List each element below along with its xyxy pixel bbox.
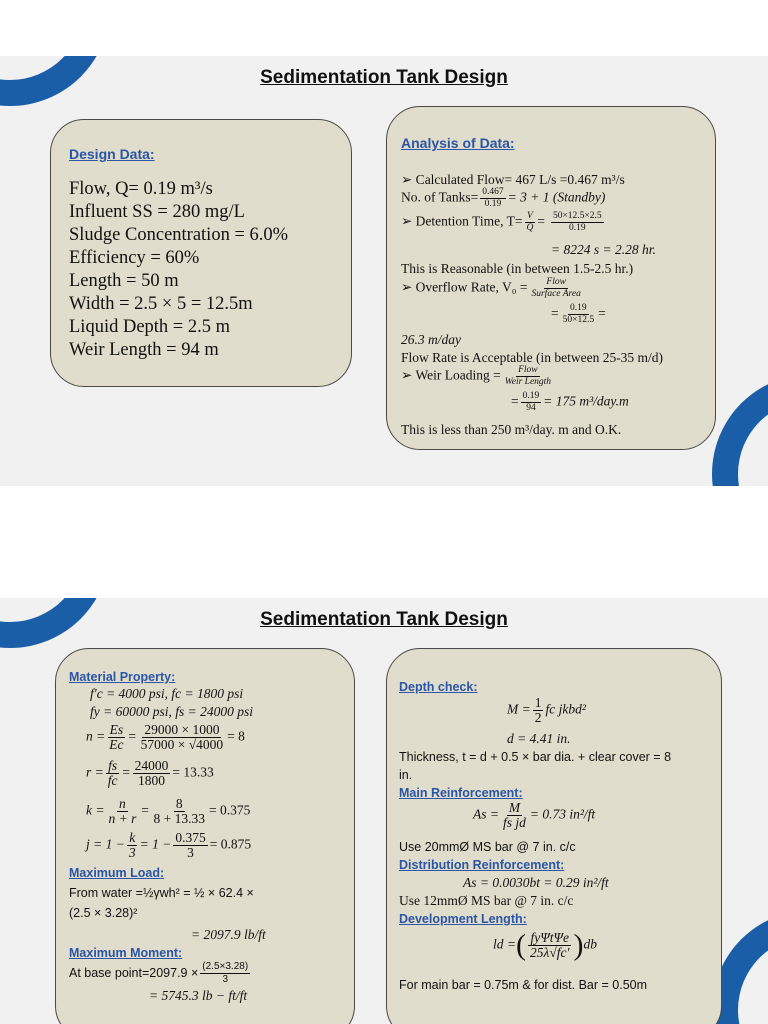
max-moment-result: = 5745.3 lb − ft/ft — [149, 988, 248, 1003]
material-line-1: f′c = 4000 psi, fc = 1800 psi — [90, 686, 244, 701]
development-equation: ld =( $\frac{\text{fyΨtΨe}}{25\lambda√fc'}$ )db — [493, 928, 597, 962]
distribution-as: As = 0.0030bt = 0.29 in²/ft — [463, 875, 609, 890]
distribution-bar-use: Use 12mmØ MS bar @ 7 in. c/c — [399, 893, 574, 908]
development-result: For main bar = 0.75m & for dist. Bar = 0.50m — [399, 978, 648, 992]
j-equation: j = 1 − $\frac{k}{3}$ = 1 − $\frac{0.375}{3}$ = 0.875 — [86, 830, 252, 860]
overflow-result: 26.3 m/day — [401, 332, 461, 347]
thickness-line-2: in. — [399, 768, 413, 782]
overflow-row: ➢ Overflow Rate, V₀ = $\frac{\text{Flow}}{\text{Surface Area}}$ — [401, 277, 581, 299]
n-equation: n = $\frac{Es}{Ec}$ = $\frac{29000 \times 1000}{57000 \times √4000}$ = 8 — [86, 722, 245, 752]
acceptable-note: Flow Rate is Acceptable (in between 25-35 m/d) — [401, 350, 664, 365]
tanks-row: No. of Tanks= $\frac{0.467}{0.19}$ = 3 + 1 (Standby) — [401, 187, 606, 209]
slide-1 — [0, 56, 768, 486]
max-load-heading: Maximum Load: — [69, 866, 165, 880]
main-reinforcement-heading: Main Reinforcement: — [399, 786, 523, 800]
max-moment-heading: Maximum Moment: — [69, 946, 183, 960]
design-data-item: Weir Length = 94 m — [69, 340, 219, 360]
reasonable-note: This is Reasonable (in between 1.5-2.5 hr.) — [401, 261, 634, 276]
calculated-flow: ➢ Calculated Flow= 467 L/s =0.467 m³/s — [401, 172, 625, 187]
k-equation: k = $\frac{n}{n + r}$ = $\frac{8}{8 + 13.33}$ = 0.375 — [86, 796, 251, 826]
development-length-heading: Development Length: — [399, 912, 527, 926]
distribution-heading: Distribution Reinforcement: — [399, 858, 565, 872]
slide-2 — [0, 598, 768, 1024]
decorative-arc-right — [712, 374, 768, 486]
detention-row: ➢ Detention Time, T= $\frac{V}{Q}$ = $\frac{50\times 12.5\times 2.5}{0.19}$ — [401, 211, 602, 233]
max-moment-line-1: At base point=2097.9 × $\frac{(2.5\times 3.28)}{3}$ — [69, 961, 249, 985]
design-data-list — [69, 178, 288, 362]
design-data-item: Efficiency = 60% — [69, 248, 200, 268]
design-data-item: Flow, Q= 0.19 m³/s — [69, 179, 213, 199]
analysis-box — [386, 106, 716, 450]
slide-title: Sedimentation Tank Design — [260, 609, 508, 630]
design-data-item: Length = 50 m — [69, 271, 179, 291]
as-equation: As = $\frac{M}{\text{fs jd}}$ = 0.73 in²/ft — [473, 800, 596, 830]
design-data-item: Width = 2.5 × 5 = 12.5m — [69, 294, 253, 314]
material-box — [55, 648, 355, 1024]
max-load-line-2: (2.5 × 3.28)² — [69, 906, 138, 920]
design-data-box — [50, 119, 352, 387]
reinforcement-box — [386, 648, 722, 1024]
analysis-heading: Analysis of Data: — [401, 135, 515, 151]
detention-result: = 8224 s = 2.28 hr. — [551, 242, 656, 257]
slide-title: Sedimentation Tank Design — [260, 67, 508, 88]
material-heading: Material Property: — [69, 670, 176, 684]
overflow-row-2: = $\frac{0.19}{50\times 12.5}$ = — [551, 303, 606, 325]
weir-row: ➢ Weir Loading = $\frac{\text{Flow}}{\text{Weir Length}}$ — [401, 365, 552, 387]
r-equation: r = $\frac{fs}{fc}$ = $\frac{24000}{1800}$ = 13.33 — [86, 758, 214, 788]
weir-row-2: = $\frac{0.19}{94}$ = 175 m³/day.m — [511, 391, 629, 413]
depth-result: d = 4.41 in. — [507, 731, 571, 746]
moment-equation: M = $\frac{1}{2}$ fc jkbd² — [507, 695, 586, 725]
design-data-item: Sludge Concentration = 6.0% — [69, 225, 289, 245]
depth-check-heading: Depth check: — [399, 680, 478, 694]
material-line-2: fy = 60000 psi, fs = 24000 psi — [90, 704, 253, 719]
main-bar-use: Use 20mmØ MS bar @ 7 in. c/c — [399, 840, 576, 854]
design-data-item: Influent SS = 280 mg/L — [69, 202, 245, 222]
max-load-result: = 2097.9 lb/ft — [191, 927, 266, 942]
thickness-line: Thickness, t = d + 0.5 × bar dia. + clear cover = 8 — [399, 750, 672, 764]
max-load-line-1: From water =½γwh² = ½ × 62.4 × — [69, 886, 254, 900]
weir-less-note: This is less than 250 m³/day. m and O.K. — [401, 422, 622, 437]
design-data-item: Liquid Depth = 2.5 m — [69, 317, 230, 337]
design-data-heading: Design Data: — [69, 146, 155, 162]
